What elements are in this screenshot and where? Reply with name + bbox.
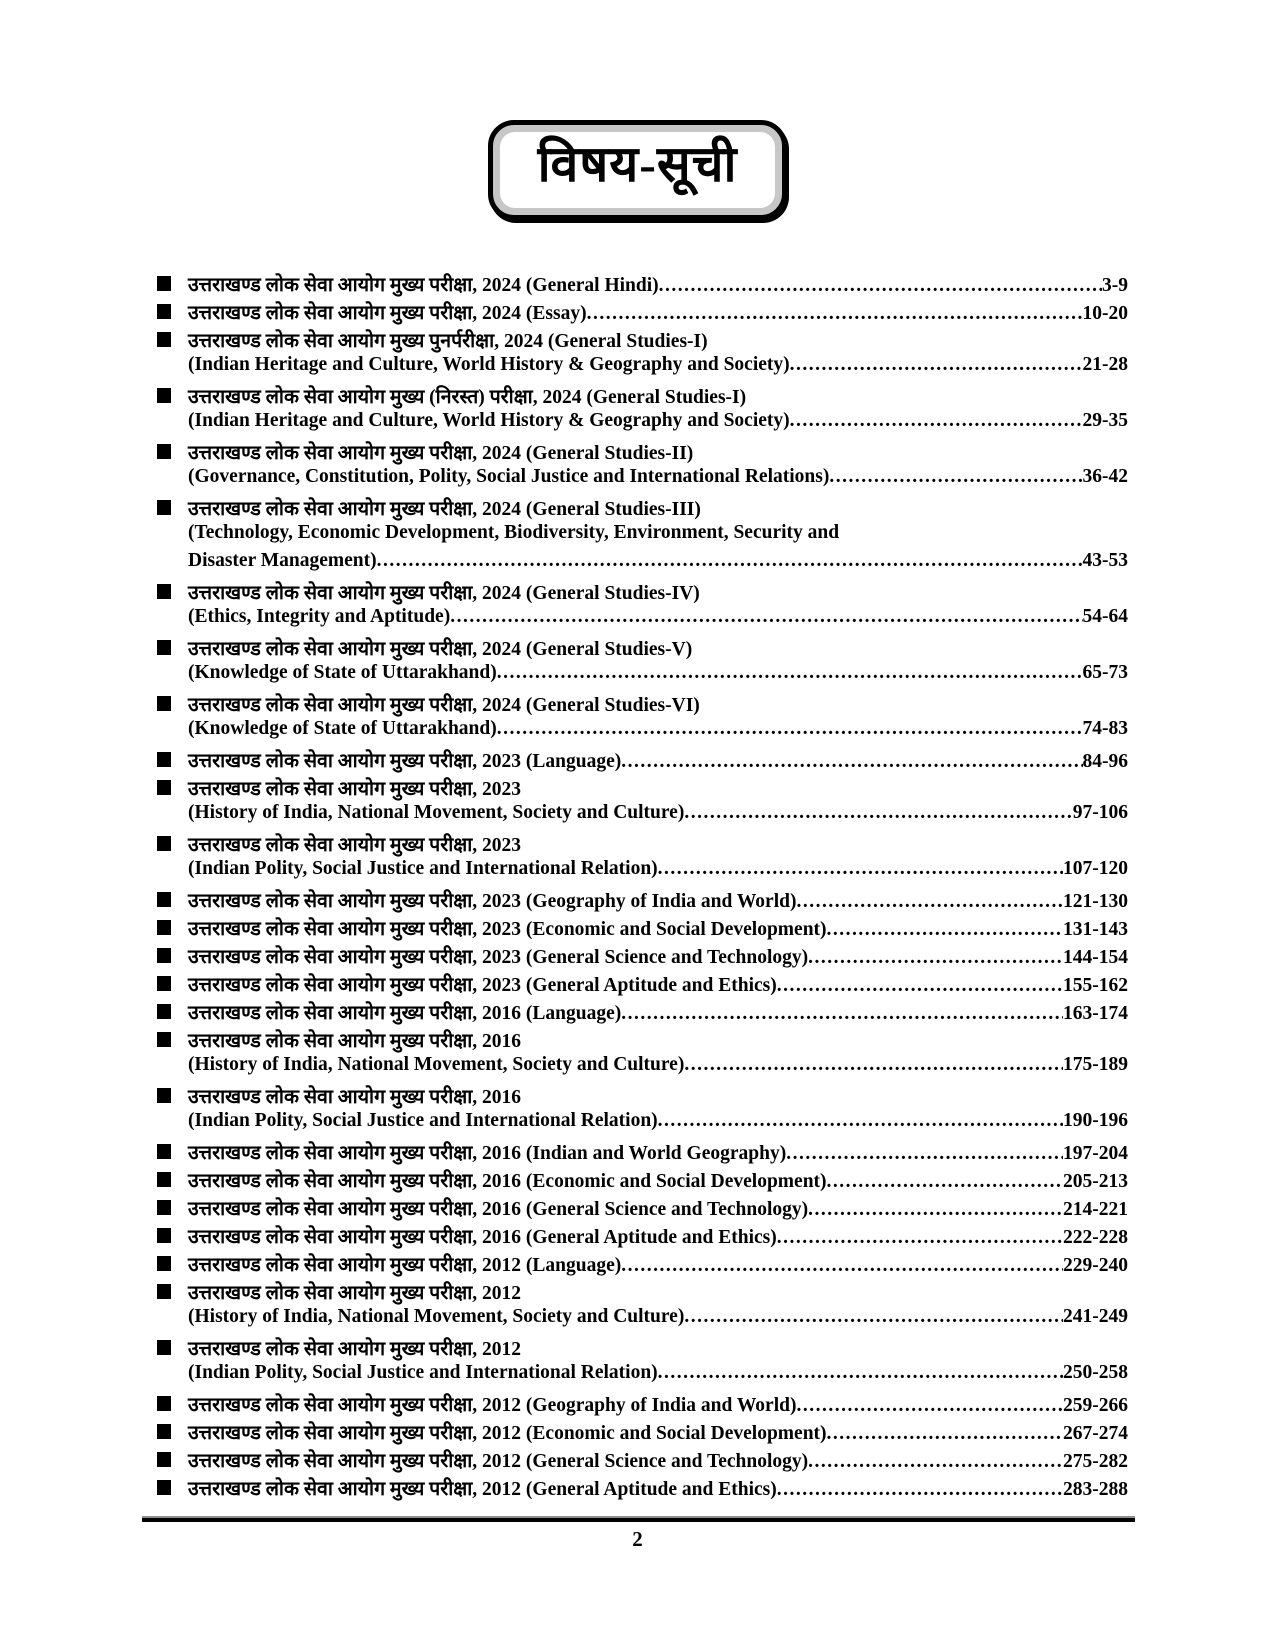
- toc-entry-continuation: [157, 858, 1128, 886]
- toc-entry: [157, 942, 1128, 970]
- toc-entry-continuation: [157, 606, 1128, 634]
- square-bullet-icon: [157, 696, 171, 711]
- entry-text: उत्तराखण्ड लोक सेवा आयोग मुख्य परीक्षा, 2012 (Economic and Social Development): [188, 1422, 827, 1444]
- page-range: 275-282: [1063, 1450, 1128, 1472]
- toc-entry: [157, 998, 1128, 1026]
- entry-text: (Technology, Economic Development, Biodiversity, Environment, Security and: [188, 521, 840, 543]
- toc-entry: [157, 830, 1128, 858]
- entry-text: उत्तराखण्ड लोक सेवा आयोग मुख्य परीक्षा, 2024 (General Studies-III): [188, 498, 701, 520]
- entry-text: उत्तराखण्ड लोक सेवा आयोग मुख्य परीक्षा, 2023 (General Science and Technology): [188, 946, 809, 968]
- toc-entry: [157, 1390, 1128, 1418]
- toc-entry-continuation: [157, 550, 1128, 578]
- entry-text: उत्तराखण्ड लोक सेवा आयोग मुख्य परीक्षा, 2012 (Geography of India and World): [188, 1394, 797, 1416]
- toc-entry: [157, 1334, 1128, 1362]
- square-bullet-icon: [157, 1424, 171, 1439]
- title-plate: [488, 120, 788, 220]
- bullet-icon: [157, 444, 188, 459]
- entry-text: उत्तराखण्ड लोक सेवा आयोग मुख्य परीक्षा, 2016: [188, 1030, 522, 1052]
- square-bullet-icon: [157, 444, 171, 459]
- entry-text: उत्तराखण्ड लोक सेवा आयोग मुख्य परीक्षा, 2023: [188, 834, 522, 856]
- bullet-icon: [157, 1452, 188, 1467]
- toc-entry: [157, 1446, 1128, 1474]
- entry-text: (Indian Polity, Social Justice and International Relation): [188, 1109, 658, 1131]
- bullet-icon: [157, 1032, 188, 1047]
- bullet-icon: [157, 1284, 188, 1299]
- page-range: 197-204: [1063, 1142, 1128, 1164]
- entry-text: (Knowledge of State of Uttarakhand): [188, 717, 497, 739]
- dot-leader: [621, 1003, 1063, 1025]
- page-range: 163-174: [1063, 1002, 1128, 1024]
- square-bullet-icon: [157, 976, 171, 991]
- dot-leader: [790, 354, 1083, 376]
- bullet-icon: [157, 1172, 188, 1187]
- entry-text: Disaster Management): [188, 549, 377, 571]
- toc-entry: [157, 326, 1128, 354]
- page-title: विषय-सूची: [537, 136, 738, 192]
- page-range: 3-9: [1102, 274, 1128, 296]
- toc-entry: [157, 1082, 1128, 1110]
- toc-entry: [157, 1166, 1128, 1194]
- toc-entry: [157, 1418, 1128, 1446]
- toc-entry: [157, 438, 1128, 466]
- bullet-icon: [157, 780, 188, 795]
- entry-text: उत्तराखण्ड लोक सेवा आयोग मुख्य पुनर्परीक्षा, 2024 (General Studies-I): [188, 330, 708, 352]
- page-range: 107-120: [1063, 857, 1128, 879]
- square-bullet-icon: [157, 1396, 171, 1411]
- toc-entry: [157, 1250, 1128, 1278]
- square-bullet-icon: [157, 500, 171, 515]
- entry-text: उत्तराखण्ड लोक सेवा आयोग मुख्य परीक्षा, 2012 (General Aptitude and Ethics): [188, 1478, 777, 1500]
- entry-text: उत्तराखण्ड लोक सेवा आयोग मुख्य परीक्षा, 2012: [188, 1338, 522, 1360]
- square-bullet-icon: [157, 1172, 171, 1187]
- dot-leader: [827, 919, 1063, 941]
- toc-entry-continuation: [157, 354, 1128, 382]
- entry-text: उत्तराखण्ड लोक सेवा आयोग मुख्य परीक्षा, 2023 (Economic and Social Development): [188, 918, 827, 940]
- entry-text: (Ethics, Integrity and Aptitude): [188, 605, 451, 627]
- entry-text: (Indian Polity, Social Justice and International Relation): [188, 857, 658, 879]
- dot-leader: [621, 751, 1082, 773]
- toc-entry-continuation: [157, 466, 1128, 494]
- dot-leader: [497, 718, 1083, 740]
- dot-leader: [790, 410, 1083, 432]
- bullet-icon: [157, 1424, 188, 1439]
- entry-text: उत्तराखण्ड लोक सेवा आयोग मुख्य परीक्षा, 2024 (General Studies-II): [188, 442, 694, 464]
- toc-entry-continuation: [157, 1054, 1128, 1082]
- bullet-icon: [157, 584, 188, 599]
- dot-leader: [777, 1479, 1063, 1501]
- bullet-icon: [157, 1340, 188, 1355]
- entry-text: (Governance, Constitution, Polity, Social Justice and International Relations): [188, 465, 830, 487]
- toc-entry: [157, 578, 1128, 606]
- square-bullet-icon: [157, 1256, 171, 1271]
- dot-leader: [684, 1054, 1063, 1076]
- bullet-icon: [157, 752, 188, 767]
- square-bullet-icon: [157, 948, 171, 963]
- toc-entry: [157, 298, 1128, 326]
- toc-entry: [157, 1278, 1128, 1306]
- bullet-icon: [157, 388, 188, 403]
- bullet-icon: [157, 1228, 188, 1243]
- entry-text: उत्तराखण्ड लोक सेवा आयोग मुख्य परीक्षा, 2024 (Essay): [188, 302, 587, 324]
- entry-text: उत्तराखण्ड लोक सेवा आयोग मुख्य (निरस्त) परीक्षा, 2024 (General Studies-I): [188, 386, 747, 408]
- footer-divider: [142, 1516, 1135, 1522]
- page-range: 229-240: [1063, 1254, 1128, 1276]
- bullet-icon: [157, 976, 188, 991]
- dot-leader: [658, 858, 1063, 880]
- dot-leader: [684, 802, 1072, 824]
- entry-text: उत्तराखण्ड लोक सेवा आयोग मुख्य परीक्षा, 2023 (Geography of India and World): [188, 890, 797, 912]
- bullet-icon: [157, 304, 188, 319]
- entry-text: उत्तराखण्ड लोक सेवा आयोग मुख्य परीक्षा, 2016 (General Science and Technology): [188, 1198, 809, 1220]
- toc-entry-continuation: [157, 1362, 1128, 1390]
- bullet-icon: [157, 1480, 188, 1495]
- toc-entry: [157, 886, 1128, 914]
- toc-entry: [157, 690, 1128, 718]
- toc-entry: [157, 1026, 1128, 1054]
- entry-text: उत्तराखण्ड लोक सेवा आयोग मुख्य परीक्षा, 2024 (General Studies-V): [188, 638, 693, 660]
- bullet-icon: [157, 920, 188, 935]
- square-bullet-icon: [157, 1340, 171, 1355]
- bullet-icon: [157, 276, 188, 291]
- page-range: 131-143: [1063, 918, 1128, 940]
- page-range: 36-42: [1082, 465, 1128, 487]
- page-range: 259-266: [1063, 1394, 1128, 1416]
- bullet-icon: [157, 892, 188, 907]
- bullet-icon: [157, 332, 188, 347]
- toc-entry-continuation: [157, 802, 1128, 830]
- page-range: 10-20: [1082, 302, 1128, 324]
- page-range: 222-228: [1063, 1226, 1128, 1248]
- square-bullet-icon: [157, 1200, 171, 1215]
- entry-text: (History of India, National Movement, Society and Culture): [188, 801, 685, 823]
- page-range: 121-130: [1063, 890, 1128, 912]
- page-range: 175-189: [1063, 1053, 1128, 1075]
- entry-text: (Indian Heritage and Culture, World History & Geography and Society): [188, 409, 790, 431]
- dot-leader: [808, 947, 1063, 969]
- page-range: 190-196: [1063, 1109, 1128, 1131]
- entry-text: उत्तराखण्ड लोक सेवा आयोग मुख्य परीक्षा, 2012 (General Science and Technology): [188, 1450, 809, 1472]
- dot-leader: [796, 891, 1063, 913]
- square-bullet-icon: [157, 892, 171, 907]
- page-range: 65-73: [1082, 661, 1128, 683]
- bullet-icon: [157, 1004, 188, 1019]
- page-range: 84-96: [1082, 750, 1128, 772]
- page-range: 21-28: [1082, 353, 1128, 375]
- bullet-icon: [157, 1256, 188, 1271]
- entry-text: उत्तराखण्ड लोक सेवा आयोग मुख्य परीक्षा, 2023: [188, 778, 522, 800]
- dot-leader: [659, 275, 1102, 297]
- page-range: 205-213: [1063, 1170, 1128, 1192]
- entry-text: (History of India, National Movement, Society and Culture): [188, 1305, 685, 1327]
- bullet-icon: [157, 696, 188, 711]
- page-range: 267-274: [1063, 1422, 1128, 1444]
- dot-leader: [450, 606, 1082, 628]
- entry-text: उत्तराखण्ड लोक सेवा आयोग मुख्य परीक्षा, 2023 (General Aptitude and Ethics): [188, 974, 777, 996]
- page-range: 29-35: [1082, 409, 1128, 431]
- square-bullet-icon: [157, 1144, 171, 1159]
- dot-leader: [808, 1451, 1063, 1473]
- bullet-icon: [157, 1088, 188, 1103]
- entry-text: उत्तराखण्ड लोक सेवा आयोग मुख्य परीक्षा, 2024 (General Studies-IV): [188, 582, 700, 604]
- toc-entry: [157, 494, 1128, 522]
- dot-leader: [587, 303, 1083, 325]
- toc-entry: [157, 634, 1128, 662]
- page-range: 97-106: [1072, 801, 1128, 823]
- square-bullet-icon: [157, 1452, 171, 1467]
- toc-entry: [157, 970, 1128, 998]
- square-bullet-icon: [157, 640, 171, 655]
- dot-leader: [796, 1395, 1063, 1417]
- dot-leader: [658, 1362, 1063, 1384]
- toc-entry-continuation: [157, 1110, 1128, 1138]
- dot-leader: [777, 1227, 1063, 1249]
- toc-entry: [157, 382, 1128, 410]
- dot-leader: [621, 1255, 1063, 1277]
- page-range: 283-288: [1063, 1478, 1128, 1500]
- entry-text: (Indian Heritage and Culture, World History & Geography and Society): [188, 353, 790, 375]
- page-range: 54-64: [1082, 605, 1128, 627]
- page-range: 144-154: [1063, 946, 1128, 968]
- page-range: 214-221: [1063, 1198, 1128, 1220]
- toc-entry: [157, 914, 1128, 942]
- toc-entry: [157, 270, 1128, 298]
- square-bullet-icon: [157, 1032, 171, 1047]
- entry-text: उत्तराखण्ड लोक सेवा आयोग मुख्य परीक्षा, 2016 (Language): [188, 1002, 622, 1024]
- square-bullet-icon: [157, 1480, 171, 1495]
- square-bullet-icon: [157, 1284, 171, 1299]
- dot-leader: [829, 466, 1082, 488]
- page-range: 250-258: [1063, 1361, 1128, 1383]
- entry-text: उत्तराखण्ड लोक सेवा आयोग मुख्य परीक्षा, 2016 (Indian and World Geography): [188, 1142, 787, 1164]
- dot-leader: [377, 550, 1083, 572]
- toc-entry: [157, 1222, 1128, 1250]
- toc-entry-continuation: [157, 718, 1128, 746]
- bullet-icon: [157, 1396, 188, 1411]
- dot-leader: [827, 1423, 1063, 1445]
- square-bullet-icon: [157, 780, 171, 795]
- dot-leader: [684, 1306, 1063, 1328]
- entry-text: उत्तराखण्ड लोक सेवा आयोग मुख्य परीक्षा, 2016 (General Aptitude and Ethics): [188, 1226, 777, 1248]
- square-bullet-icon: [157, 388, 171, 403]
- page-number: 2: [632, 1526, 643, 1551]
- page-range: 43-53: [1082, 549, 1128, 571]
- dot-leader: [808, 1199, 1063, 1221]
- square-bullet-icon: [157, 1088, 171, 1103]
- square-bullet-icon: [157, 1004, 171, 1019]
- toc-entry: [157, 1138, 1128, 1166]
- toc-entry: [157, 774, 1128, 802]
- bullet-icon: [157, 500, 188, 515]
- entry-text: उत्तराखण्ड लोक सेवा आयोग मुख्य परीक्षा, 2012 (Language): [188, 1254, 622, 1276]
- page-range: 74-83: [1082, 717, 1128, 739]
- entry-text: उत्तराखण्ड लोक सेवा आयोग मुख्य परीक्षा, 2023 (Language): [188, 750, 622, 772]
- square-bullet-icon: [157, 276, 171, 291]
- bullet-icon: [157, 1144, 188, 1159]
- toc-entry: [157, 1474, 1128, 1502]
- dot-leader: [658, 1110, 1063, 1132]
- toc-entry: [157, 746, 1128, 774]
- entry-text: उत्तराखण्ड लोक सेवा आयोग मुख्य परीक्षा, 2024 (General Studies-VI): [188, 694, 700, 716]
- page-range: 241-249: [1063, 1305, 1128, 1327]
- bullet-icon: [157, 948, 188, 963]
- entry-text: उत्तराखण्ड लोक सेवा आयोग मुख्य परीक्षा, 2024 (General Hindi): [188, 274, 659, 296]
- dot-leader: [777, 975, 1063, 997]
- square-bullet-icon: [157, 332, 171, 347]
- square-bullet-icon: [157, 1228, 171, 1243]
- square-bullet-icon: [157, 752, 171, 767]
- square-bullet-icon: [157, 584, 171, 599]
- entry-text: (Knowledge of State of Uttarakhand): [188, 661, 497, 683]
- toc-entry-continuation: [157, 522, 1128, 550]
- toc-list: [0, 220, 1275, 1502]
- square-bullet-icon: [157, 920, 171, 935]
- toc-entry-continuation: [157, 410, 1128, 438]
- entry-text: उत्तराखण्ड लोक सेवा आयोग मुख्य परीक्षा, 2016 (Economic and Social Development): [188, 1170, 827, 1192]
- entry-text: (Indian Polity, Social Justice and International Relation): [188, 1361, 658, 1383]
- bullet-icon: [157, 640, 188, 655]
- dot-leader: [497, 662, 1083, 684]
- bullet-icon: [157, 836, 188, 851]
- toc-entry-continuation: [157, 1306, 1128, 1334]
- toc-entry: [157, 1194, 1128, 1222]
- entry-text: उत्तराखण्ड लोक सेवा आयोग मुख्य परीक्षा, 2012: [188, 1282, 522, 1304]
- entry-text: उत्तराखण्ड लोक सेवा आयोग मुख्य परीक्षा, 2016: [188, 1086, 522, 1108]
- dot-leader: [827, 1171, 1063, 1193]
- bullet-icon: [157, 1200, 188, 1215]
- square-bullet-icon: [157, 836, 171, 851]
- title-plate-inner: [500, 132, 776, 208]
- dot-leader: [786, 1143, 1063, 1165]
- page-range: 155-162: [1063, 974, 1128, 996]
- square-bullet-icon: [157, 304, 171, 319]
- toc-entry-continuation: [157, 662, 1128, 690]
- entry-text: (History of India, National Movement, Society and Culture): [188, 1053, 685, 1075]
